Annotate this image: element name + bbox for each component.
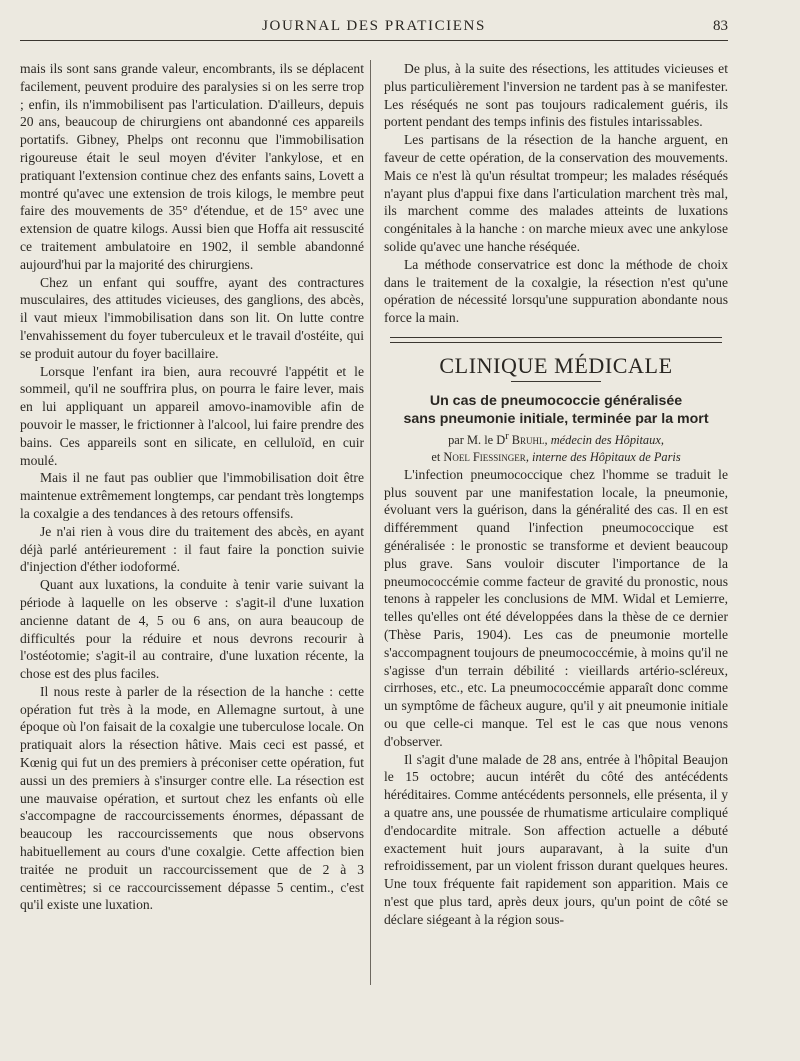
left-paragraph-7: Il nous reste à parler de la résection de la hanche : cette opération fut très à la mode, en Allemagne surtout, à une époque où l'on faisait de la coxalgie une tuberculose locale. On pratiquait alors la résection hâtive. Mais ceci est passé, et Kœnig qui fut un des premiers à préconiser cette opération, fut aussi un des premiers à s'insurger contre elle. La résection est une mauvaise opération, et surtout chez les enfants où elle s'accompagne de raccourcissements énormes, dépassant de beaucoup les raccourcissements que nous observons habituellement au cours d'une coxalgie. Cette affection bien traitée ne produit un raccourcissement que de 2 à 3 centimètres; si ce raccourcissement dépasse 5 centim., c'est qu'il existe une luxation. bbox=[20, 683, 364, 913]
author-byline bbox=[384, 428, 728, 466]
left-paragraph-3: Lorsque l'enfant ira bien, aura recouvré l'appétit et le sommeil, qu'il ne souffrira plus, on pourra le faire lever, mais en lui appliquant un appareil amovo-inamovible afin de pouvoir le masser, le frictionner à l'alcool, lui faire prendre des bains. Ces appareils sont en silicate, en celluloïd, en cuir moulé. bbox=[20, 363, 364, 468]
article-title-line-2: sans pneumonie initiale, terminée par la mort bbox=[403, 410, 709, 427]
left-paragraph-2: Chez un enfant qui souffre, ayant des contractures musculaires, des attitudes vicieuses, des ganglions, des abcès, il vaut mieux l'immobilisation dans son lit. On lutte contre l'envahissement du foyer tuberculeux et le travail d'ostéite, qui se produit autour du foyer bacillaire. bbox=[20, 274, 364, 361]
left-paragraph-1: mais ils sont sans grande valeur, encombrants, ils se déplacent facilement, peuvent produire des paralysies si on les serre trop ; enfin, ils n'immobilisent pas l'articulation. D'ailleurs, depuis 20 ans, beaucoup de chirurgiens ont abandonné ces appareils portatifs. Gibney, Phelps ont reconnu que l'immobilisation rigoureuse était le seul moyen d'éviter l'ankylose, et en pratiquant l'extension continue chez des enfants sains, Lovett a montré qu'avec une extension de trois kilogs, le membre peut faire des mouvements de 35° d'étendue, et de 15° avec une extension de quatre kilogs. Aussi bien que Hoffa ait ressuscité ce traitement ambulatoire en 1902, il semble abandonné aujourd'hui par la majorité des chirurgiens. bbox=[20, 61, 364, 272]
article-paragraph-1: L'infection pneumococcique chez l'homme se traduit le plus souvent par une manifestation locale, la pneumonie, évoluant vers la guérison, dans la généralité des cas. Il en est différemment quand l'infection pneumococcique est généralisée : le pronostic se transforme et devient beaucoup plus grave. Sans vouloir discuter l'importance de la pneumococcémie comme facteur de gravité du pronostic, nous tenons à rappeler les conclusions de MM. Widal et Lemierre, telles qu'elles ont été développées dans la thèse de ce dernier (Thèse Paris, 1904). Les cas de pneumonie mortelle s'accompagnent toujours de pneumococcémie, à moins qu'il ne s'agisse d'un terrain débilité : vieillards artério-scléreux, cirrhoses, etc., etc. La pneumococcémie apparaît donc comme un symptôme de fâcheux augure, qu'il y ait pneumonie initiale ou que celle-ci manque. Tel est le cas que nous venons d'observer. bbox=[384, 466, 728, 749]
byline-prefix-2: et bbox=[431, 449, 444, 464]
right-paragraph-1: De plus, à la suite des résections, les attitudes vicieuses et plus particulièrement l'inversion ne tardent pas à se manifester. Les réséqués ne sont pas toujours radicalement guéris, ils portent pendant des temps infinis des fistules intarissables. bbox=[384, 61, 728, 130]
left-column bbox=[20, 60, 364, 914]
running-header bbox=[20, 14, 728, 41]
article-title bbox=[384, 392, 728, 428]
column-divider bbox=[370, 60, 371, 985]
author-role-1: , médecin des Hôpitaux, bbox=[544, 432, 664, 447]
byline-line-2 bbox=[384, 449, 728, 466]
author-name-1: Bruhl bbox=[511, 432, 545, 447]
author-role-2: , interne des Hôpitaux de Paris bbox=[525, 449, 681, 464]
right-paragraph-2: Les partisans de la résection de la hanche arguent, en faveur de cette opération, de la conservation des mouvements. Mais ce n'est là qu'un résultat trompeur; les malades réséqués n'ayant plus d'appui fixe dans l'articulation marchent très mal, ils marchent comme des malades atteints de luxations congénitales à la hanche : on marche mieux avec une ankylose solide qu'avec une hanche réséquée. bbox=[384, 132, 728, 254]
right-paragraph-3: La méthode conservatrice est donc la méthode de choix dans le traitement de la coxalgie, la résection n'est qu'une opération de nécessité lorsqu'une suppuration abondante nous force la main. bbox=[384, 256, 728, 326]
byline-sup: r bbox=[505, 430, 509, 442]
byline-prefix-1: par M. le D bbox=[448, 432, 506, 447]
article-paragraph-2: Il s'agit d'une malade de 28 ans, entrée à l'hôpital Beaujon le 15 octobre; aucun intérêt du côté des antécédents héréditaires. Comme antécédents personnels, elle présenta, il y a quatre ans, une poussée de rhumatisme articulaire compliqué d'endocardite mitrale. Son affection actuelle a débuté exactement huit jours auparavant, à la suite d'un refroidissement, par un violent frisson durant quelques heures. Une toux fréquente fait rapidement son apparition. Mais ce n'est que plus tard, après deux jours, qu'un point de côté se déclare siégeant à la région sous- bbox=[384, 751, 728, 927]
section-title: CLINIQUE MÉDICALE bbox=[439, 352, 673, 378]
journal-title: JOURNAL DES PRATICIENS bbox=[262, 18, 486, 34]
byline-line-1 bbox=[384, 428, 728, 449]
left-paragraph-5: Je n'ai rien à vous dire du traitement des abcès, en ayant déjà parlé antérieurement : il faut faire la ponction suivie d'injection d'éther iodoformé. bbox=[20, 523, 364, 575]
left-paragraph-6: Quant aux luxations, la conduite à tenir varie suivant la période à laquelle on les observe : s'agit-il d'une luxation ancienne datant de 4, 5 ou 6 ans, on aura beaucoup de difficultés pour la réduire et nous devrons recourir à l'ostéotomie; s'agit-il au contraire, d'une luxation récente, la chose est des plus faciles. bbox=[20, 577, 364, 682]
title-rule bbox=[511, 381, 601, 382]
section-separator bbox=[390, 337, 722, 343]
page-number: 83 bbox=[713, 18, 728, 34]
left-paragraph-4: Mais il ne faut pas oublier que l'immobilisation doit être maintenue extrêmement longtemps, car pendant très longtemps la coxalgie a des tendances à des retours offensifs. bbox=[20, 470, 364, 521]
right-column bbox=[384, 60, 728, 929]
article-title-line-1: Un cas de pneumococcie généralisée bbox=[429, 392, 683, 409]
author-name-2: Noel Fiessinger bbox=[443, 449, 526, 464]
